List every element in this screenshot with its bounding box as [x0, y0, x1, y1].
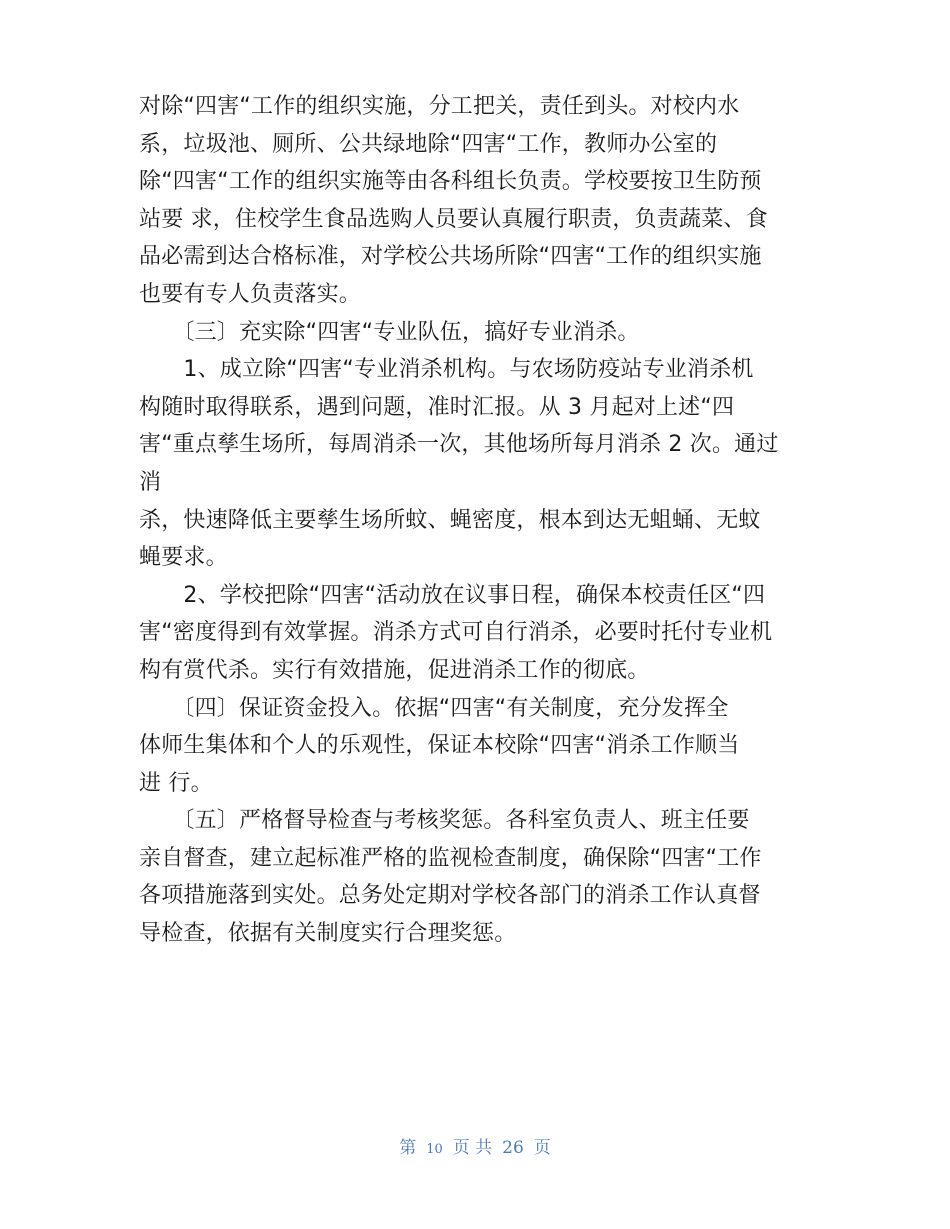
- text-line: 〔四〕保证资金投入。依据“四害“有关制度，充分发挥全: [139, 695, 729, 721]
- text-line: 2、学校把除“四害“活动放在议事日程，确保本校责任区“四: [139, 582, 766, 608]
- total-pages-number: 26: [502, 1138, 524, 1158]
- text-line: 害“密度得到有效掌握。消杀方式可自行消杀，必要时托付专业机: [139, 620, 773, 646]
- text-line: 害“重点孳生场所，每周消杀一次，其他场所每月消杀 2 次。通过: [139, 432, 779, 458]
- body-text: [139, 88, 819, 953]
- text-line: 进 行。: [139, 770, 213, 796]
- text-line: 亲自督查，建立起标准严格的监视检查制度，确保除“四害“工作: [139, 845, 762, 871]
- text-line: 体师生集体和个人的乐观性，保证本校除“四害“消杀工作顺当: [139, 733, 740, 759]
- text-line: 构有赏代杀。实行有效措施，促进消杀工作的彻底。: [139, 657, 650, 683]
- text-line: 〔三〕充实除“四害“专业队伍，搞好专业消杀。: [139, 319, 640, 345]
- footer-prefix: 第: [399, 1138, 417, 1158]
- footer-suffix: 页: [533, 1138, 551, 1158]
- text-line: 各项措施落到实处。总务处定期对学校各部门的消杀工作认真督: [139, 883, 761, 909]
- text-line: 品必需到达合格标准，对学校公共场所除“四害“工作的组织实施: [139, 244, 762, 270]
- text-line: 除“四害“工作的组织实施等由各科组长负责。学校要按卫生防预: [139, 169, 762, 195]
- footer-middle: 页 共: [452, 1138, 493, 1158]
- text-line: 站要 求，住校学生食品选购人员要认真履行职责，负责蔬菜、食: [139, 206, 768, 232]
- text-line: 1、成立除“四害“专业消杀机构。与农场防疫站专业消杀机: [139, 357, 754, 383]
- text-line: 杀，快速降低主要孳生场所蚊、蝇密度，根本到达无蛆蛹、无蚊: [139, 507, 761, 533]
- text-line: 对除“四害“工作的组织实施，分工把关，责任到头。对校内水: [139, 94, 740, 119]
- text-line: 消: [139, 469, 162, 495]
- text-line: 导检查，依据有关制度实行合理奖惩。: [139, 921, 517, 947]
- page-footer: [0, 1133, 950, 1158]
- current-page-number: 10: [426, 1142, 443, 1157]
- text-line: 构随时取得联系，遇到问题，准时汇报。从 3 月起对上述“四: [139, 394, 735, 420]
- text-line: 蝇要求。: [139, 545, 228, 571]
- text-line: 〔五〕严格督导检查与考核奖惩。各科室负责人、班主任要: [139, 808, 750, 834]
- text-line: 也要有专人负责落实。: [139, 281, 362, 307]
- text-line: 系，垃圾池、厕所、公共绿地除“四害“工作，教师办公室的: [139, 131, 718, 157]
